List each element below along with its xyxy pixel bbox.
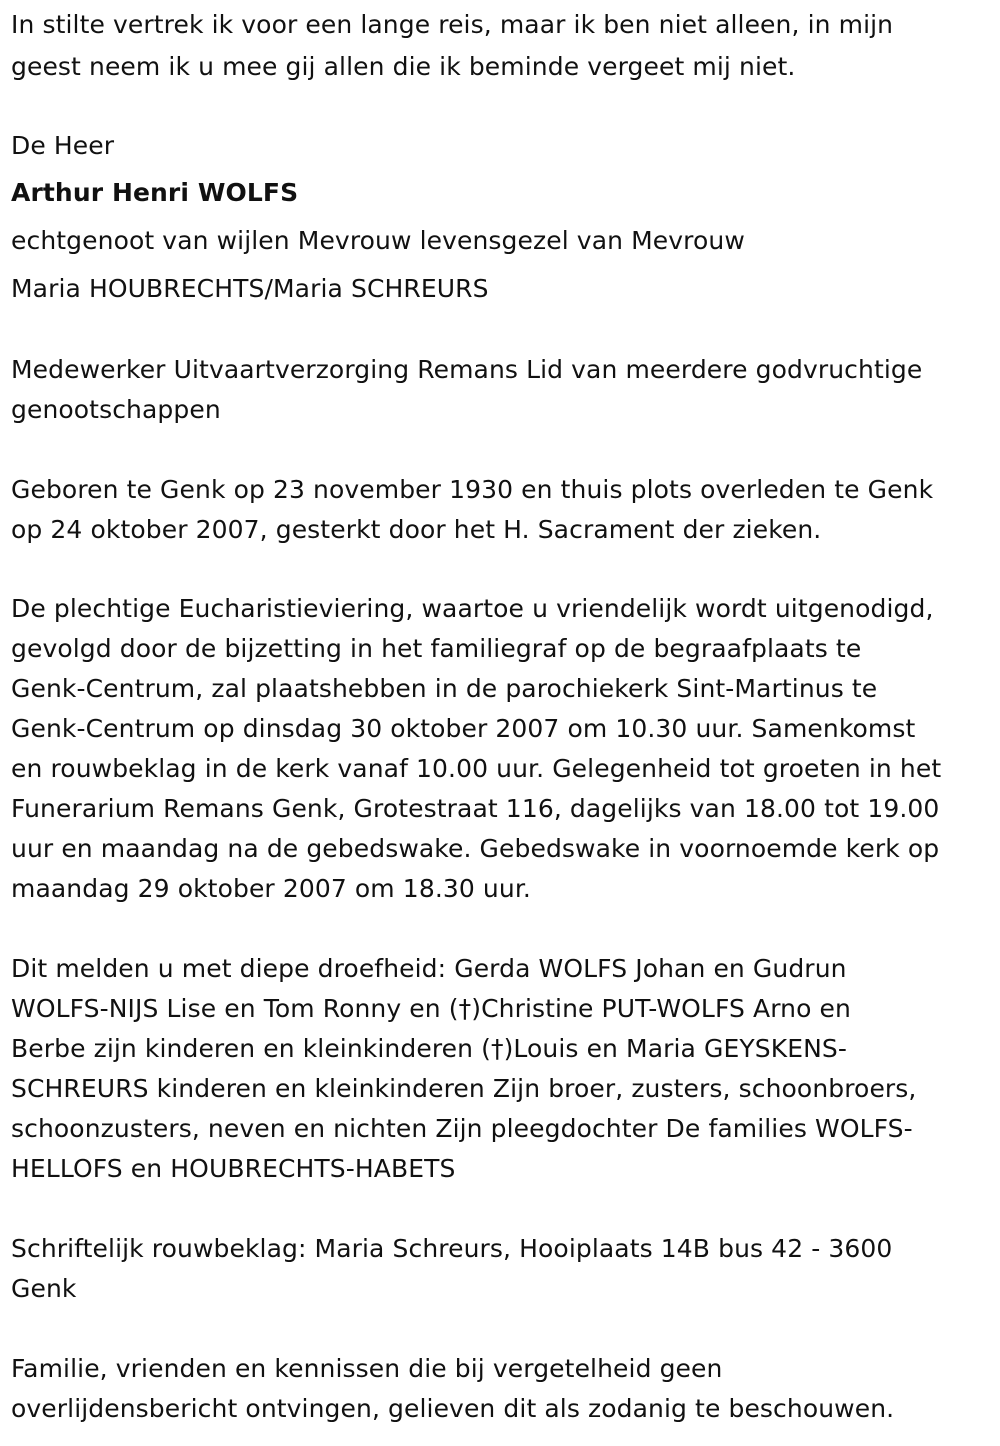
occupation-line-1: Medewerker Uitvaartverzorging Remans Lid van meerdere godvruchtige — [11, 355, 923, 384]
family-line-2: WOLFS-NIJS Lise en Tom Ronny en (†)Christine PUT-WOLFS Arno en — [11, 994, 851, 1023]
ceremony-line-8: maandag 29 oktober 2007 om 18.30 uur. — [11, 874, 531, 903]
spouse-line-2: Maria HOUBRECHTS/Maria SCHREURS — [11, 274, 489, 303]
family-line-6: HELLOFS en HOUBRECHTS-HABETS — [11, 1154, 456, 1183]
deceased-name: Arthur Henri WOLFS — [11, 178, 299, 207]
closing-line-2: overlijdensbericht ontvingen, gelieven dit als zodanig te beschouwen. — [11, 1394, 895, 1423]
closing-line-1: Familie, vrienden en kennissen die bij vergetelheid geen — [11, 1354, 723, 1383]
ceremony-line-6: Funerarium Remans Genk, Grotestraat 116, dagelijks van 18.00 tot 19.00 — [11, 794, 940, 823]
birth-death-line-2: op 24 oktober 2007, gesterkt door het H. Sacrament der zieken. — [11, 515, 822, 544]
family-line-3: Berbe zijn kinderen en kleinkinderen (†)Louis en Maria GEYSKENS- — [11, 1034, 848, 1063]
family-line-1: Dit melden u met diepe droefheid: Gerda WOLFS Johan en Gudrun — [11, 954, 847, 983]
family-line-5: schoonzusters, neven en nichten Zijn pleegdochter De families WOLFS- — [11, 1114, 913, 1143]
occupation-line-2: genootschappen — [11, 395, 221, 424]
ceremony-line-3: Genk-Centrum, zal plaatshebben in de parochiekerk Sint-Martinus te — [11, 674, 878, 703]
condolence-line-1: Schriftelijk rouwbeklag: Maria Schreurs, Hooiplaats 14B bus 42 - 3600 — [11, 1234, 893, 1263]
ceremony-line-4: Genk-Centrum op dinsdag 30 oktober 2007 om 10.30 uur. Samenkomst — [11, 714, 916, 743]
salutation: De Heer — [11, 131, 115, 160]
intro-line-1: In stilte vertrek ik voor een lange reis, maar ik ben niet alleen, in mijn — [11, 10, 894, 39]
ceremony-line-5: en rouwbeklag in de kerk vanaf 10.00 uur. Gelegenheid tot groeten in het — [11, 754, 942, 783]
condolence-line-2: Genk — [11, 1274, 77, 1303]
birth-death-line-1: Geboren te Genk op 23 november 1930 en thuis plots overleden te Genk — [11, 475, 934, 504]
family-line-4: SCHREURS kinderen en kleinkinderen Zijn broer, zusters, schoonbroers, — [11, 1074, 917, 1103]
ceremony-line-2: gevolgd door de bijzetting in het familiegraf op de begraafplaats te — [11, 634, 862, 663]
ceremony-line-1: De plechtige Eucharistieviering, waartoe u vriendelijk wordt uitgenodigd, — [11, 594, 934, 623]
intro-line-2: geest neem ik u mee gij allen die ik beminde vergeet mij niet. — [11, 52, 796, 81]
spouse-line-1: echtgenoot van wijlen Mevrouw levensgezel van Mevrouw — [11, 226, 745, 255]
ceremony-line-7: uur en maandag na de gebedswake. Gebedswake in voornoemde kerk op — [11, 834, 940, 863]
